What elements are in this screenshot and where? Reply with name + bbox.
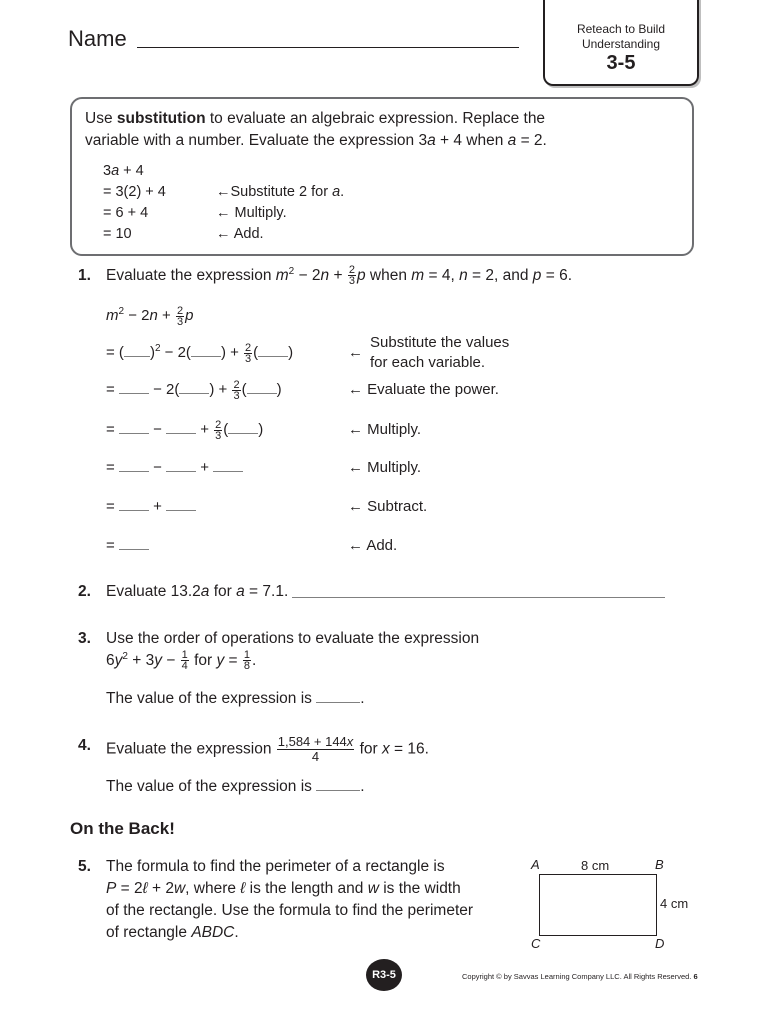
q1-note-4: ← Multiply. [348, 459, 422, 476]
q2-prompt: Evaluate 13.2a for a = 7.1. [106, 583, 289, 600]
blank[interactable] [119, 419, 149, 434]
q2-number: 2. [78, 583, 91, 600]
q1-step-2: = − 2( ) + $\frac{2}{3}$ ( ) [106, 378, 282, 402]
q1-step-3: = − + $\frac{2}{3}$ ( ) [106, 418, 264, 442]
q1-prompt: Evaluate the expression $m^2 - 2n$ + $\frac{2}{3}$ p when m = 4, n = 2, and p = 6. [106, 264, 572, 288]
q1-note-6: ← Add. [348, 537, 398, 554]
note-line: for each variable. [370, 354, 486, 371]
q4-number: 4. [78, 737, 91, 754]
q1-step-6: = [106, 535, 149, 557]
example-intro-line2: variable with a number. Evaluate the expression 3a + 4 when a = 2. [85, 132, 547, 149]
vertex-d: D [655, 936, 665, 951]
vertex-c: C [531, 936, 541, 951]
q3-number: 3. [78, 630, 91, 647]
side-length-label: 4 cm [660, 896, 689, 911]
q5-line4: of rectangle ABDC. [106, 924, 239, 941]
blank[interactable] [258, 342, 288, 357]
q1-note-2: ← Evaluate the power. [348, 381, 499, 398]
note-line: Substitute the values [370, 334, 510, 351]
q4-answer-blank[interactable] [316, 776, 360, 791]
q1-step-1: = ( )$^2$ − 2( ) + $\frac{2}{3}$ ( ) [106, 341, 294, 365]
q4-answer: The value of the expression is . [106, 778, 365, 795]
example-row-3: = 6 + 4 [103, 205, 149, 221]
q5-line2: P = 2ℓ + 2w, where ℓ is the length and w is the width [106, 880, 461, 897]
blank[interactable] [124, 342, 150, 357]
example-text [85, 108, 675, 152]
q1-step-5: = + [106, 496, 196, 518]
example-row-2: = 3(2) + 4 [103, 184, 166, 200]
rectangle-figure [539, 874, 657, 936]
blank[interactable] [119, 457, 149, 472]
q4-prompt: Evaluate the expression $\frac{1,584 + 144x}{4}$ for x = 16. [106, 734, 429, 764]
blank[interactable] [191, 342, 221, 357]
blank[interactable] [247, 379, 277, 394]
q5-text [106, 856, 506, 944]
blank[interactable] [119, 496, 149, 511]
q5-number: 5. [78, 858, 91, 875]
blank[interactable] [119, 379, 149, 394]
q1-note-3: ← Multiply. [348, 421, 422, 438]
top-length-label: 8 cm [581, 858, 610, 873]
lesson-number: 3-5 [606, 52, 636, 74]
q5-line1: The formula to find the perimeter of a rectangle is [106, 858, 445, 875]
q1-arrow-1: ← [348, 344, 363, 361]
example-note-3: ← Multiply. [216, 205, 287, 221]
q1-number: 1. [78, 267, 91, 284]
vertex-b: B [655, 857, 664, 872]
page-code-badge: R3-5 [366, 959, 402, 991]
blank[interactable] [166, 457, 196, 472]
on-the-back-heading: On the Back! [70, 819, 175, 838]
q5-line3: of the rectangle. Use the formula to find the perimeter [106, 902, 474, 919]
copyright: Copyright © by Savvas Learning Company LLC. All Rights Reserved. 6 [462, 972, 698, 981]
q3-expression: $6y^2 + 3y$ − $\frac{1}{4}$ for y = $\frac{1}{8}$ . [106, 649, 257, 673]
q3-answer: The value of the expression is . [106, 690, 365, 707]
blank[interactable] [119, 535, 149, 550]
vertex-a: A [531, 857, 540, 872]
q2-answer-line[interactable] [292, 597, 665, 598]
q3-answer-blank[interactable] [316, 688, 360, 703]
blank[interactable] [166, 419, 196, 434]
q1-expression: $m^2 - 2n$ + $\frac{2}{3}$ p [106, 304, 194, 328]
q3-line1: Use the order of operations to evaluate the expression [106, 630, 480, 647]
tab-subtitle [545, 22, 697, 52]
q1-step-4: = − + [106, 457, 243, 479]
blank[interactable] [166, 496, 196, 511]
name-label: Name [68, 26, 127, 51]
q1-note-1 [370, 333, 509, 373]
blank[interactable] [213, 457, 243, 472]
example-note-2: ←Substitute 2 for a. [216, 184, 345, 200]
blank[interactable] [228, 419, 258, 434]
blank[interactable] [179, 379, 209, 394]
example-row-1: 3a + 4 [103, 163, 144, 179]
example-intro-line1: Use substitution to evaluate an algebraic expression. Replace the [85, 110, 546, 127]
name-input-line[interactable] [137, 47, 519, 48]
q1-note-5: ← Subtract. [348, 498, 428, 515]
tab-line-1: Reteach to Build [576, 22, 666, 36]
example-row-4: = 10 [103, 226, 132, 242]
tab-line-2: Understanding [581, 37, 661, 51]
lesson-tab [543, 0, 699, 86]
example-note-4: ← Add. [216, 226, 264, 242]
